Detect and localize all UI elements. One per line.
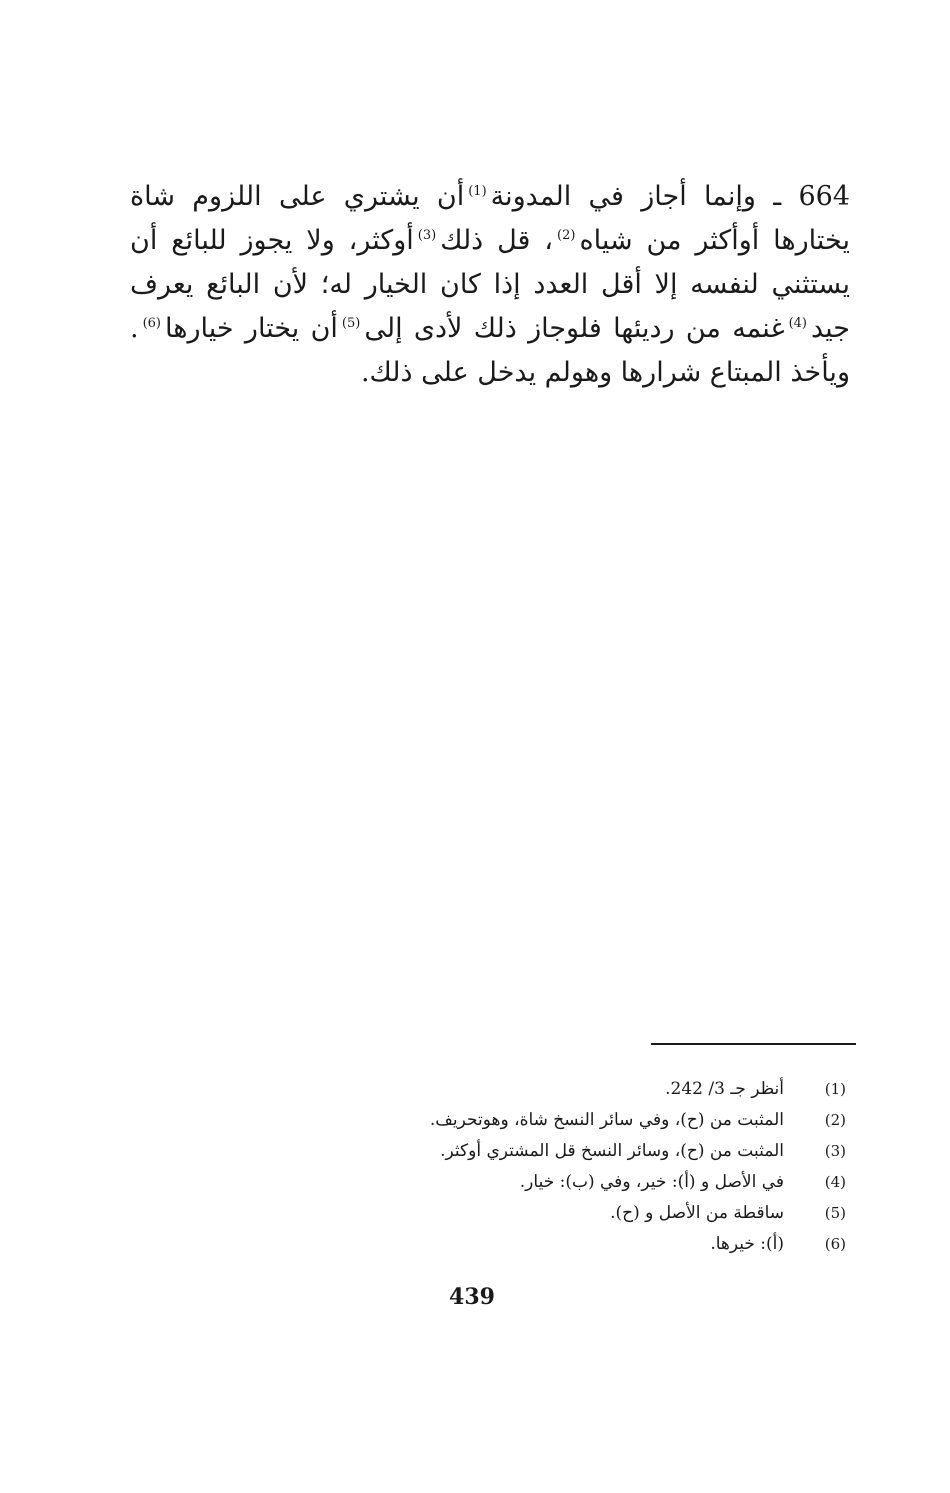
footnote-ref-2: (2) (557, 228, 576, 243)
footnote-item (206, 1074, 846, 1105)
footnote-text: ساقطة من الأصل و (ح). (610, 1203, 784, 1223)
text-segment: أن يختار خيارها (165, 313, 338, 344)
footnotes-list (206, 1074, 846, 1260)
footnote-number: (3) (824, 1142, 846, 1160)
footnote-item (206, 1105, 846, 1136)
text-segment: أوكثر، ولا يجوز للبائع أن يستثني لنفسه إلا أقل العدد إذا كان الخيار له؛ لأن البائع يعرف جيد (130, 225, 850, 344)
footnote-item (206, 1167, 846, 1198)
footnote-separator (651, 1043, 856, 1045)
footnote-text: المثبت من (ح)، وفي سائر النسخ شاة، وهوتحريف. (429, 1110, 784, 1130)
footnote-ref-3: (3) (417, 228, 437, 243)
page-number: 439 (449, 1284, 495, 1310)
footnote-item (206, 1136, 846, 1167)
footnote-text: أنظر جـ 3/ 242. (665, 1079, 784, 1099)
footnote-item (206, 1198, 846, 1229)
footnote-ref-6: (6) (142, 316, 162, 331)
text-segment: . ويأخذ المبتاع شرارها وهولم يدخل على ذلك. (130, 313, 850, 388)
footnote-item (206, 1229, 846, 1260)
footnote-ref-1: (1) (468, 184, 487, 199)
footnote-ref-4: (4) (788, 316, 807, 331)
footnote-number: (6) (824, 1235, 846, 1253)
footnote-text: (أ): خيرها. (710, 1234, 784, 1254)
footnote-number: (2) (824, 1111, 846, 1129)
paragraph-number: 664 (798, 181, 850, 212)
footnote-number: (5) (824, 1204, 846, 1222)
footnote-number: (1) (824, 1080, 846, 1098)
main-paragraph (130, 175, 850, 395)
text-segment: ـ وإنما أجاز في المدونة (490, 181, 782, 212)
footnote-ref-5: (5) (341, 316, 361, 331)
text-segment: ، قل ذلك (440, 225, 554, 256)
footnote-text: في الأصل و (أ): خير، وفي (ب): خيار. (519, 1172, 784, 1192)
text-segment: أن يشتري على اللزوم شاة يختارها أوأكثر من شياه (130, 181, 850, 256)
footnote-number: (4) (824, 1173, 846, 1191)
text-segment: غنمه من رديئها فلوجاز ذلك لأدى إلى (364, 313, 785, 344)
footnote-text: المثبت من (ح)، وسائر النسخ قل المشتري أوكثر. (440, 1141, 784, 1161)
